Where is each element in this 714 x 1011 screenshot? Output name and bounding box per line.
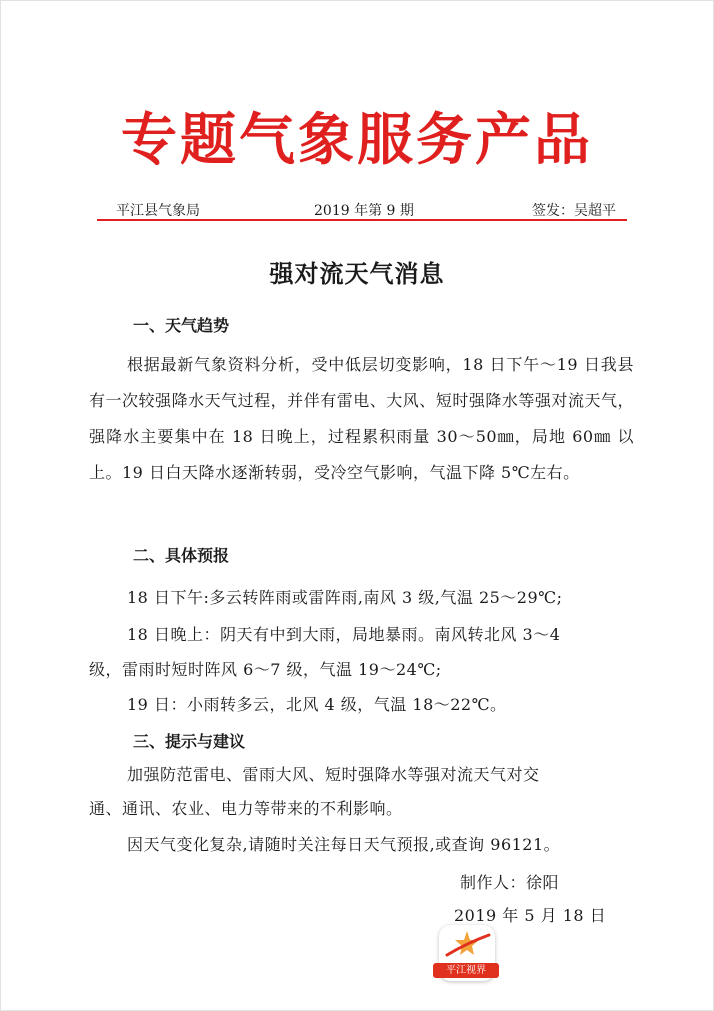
- trend-paragraph: 根据最新气象资料分析，受中低层切变影响，18 日下午～19 日我县有一次较强降水天气过程，并伴有雷电、大风、短时强降水等强对流天气，强降水主要集中在 18 日晚上，过程累积雨量 30～50㎜，局地 60㎜ 以上。19 日白天降水逐渐转弱，受冷空气影响，气温下降 5℃左右。: [89, 355, 634, 482]
- advice-line-2: 通、通讯、农业、电力等带来的不利影响。: [89, 799, 403, 818]
- forecast-line-evening: 18 日晚上：阴天有中到大雨，局地暴雨。南风转北风 3～4: [127, 625, 561, 644]
- advice-line-3: 因天气变化复杂,请随时关注每日天气预报,或查询 96121。: [127, 835, 561, 854]
- signer-label: 签发：吴超平: [532, 203, 616, 219]
- forecast-line-afternoon: 18 日下午:多云转阵雨或雷阵雨,南风 3 级,气温 25～29℃;: [127, 588, 563, 607]
- watermark-caption: 平江视界: [433, 963, 499, 978]
- section-heading-advice: 三、提示与建议: [133, 732, 246, 751]
- issuer-label: 平江县气象局: [116, 203, 200, 219]
- red-divider: [97, 219, 627, 221]
- section-heading-forecast: 二、具体预报: [133, 546, 230, 565]
- document-title: 强对流天气消息: [269, 260, 445, 288]
- star-swoosh-icon: [439, 925, 495, 965]
- watermark-logo: [433, 925, 499, 985]
- author-label: 制作人：徐阳: [460, 873, 560, 892]
- masthead-title: 专题气象服务产品: [121, 108, 593, 173]
- issue-number: 2019 年第 9 期: [314, 203, 414, 219]
- issue-date: 2019 年 5 月 18 日: [454, 906, 607, 925]
- section-heading-trend: 一、天气趋势: [133, 316, 230, 335]
- forecast-line-evening-cont: 级，雷雨时短时阵风 6～7 级，气温 19～24℃;: [89, 660, 442, 679]
- forecast-line-19th: 19 日：小雨转多云，北风 4 级，气温 18～22℃。: [127, 695, 507, 714]
- advice-line-1: 加强防范雷电、雷雨大风、短时强降水等强对流天气对交: [127, 765, 540, 784]
